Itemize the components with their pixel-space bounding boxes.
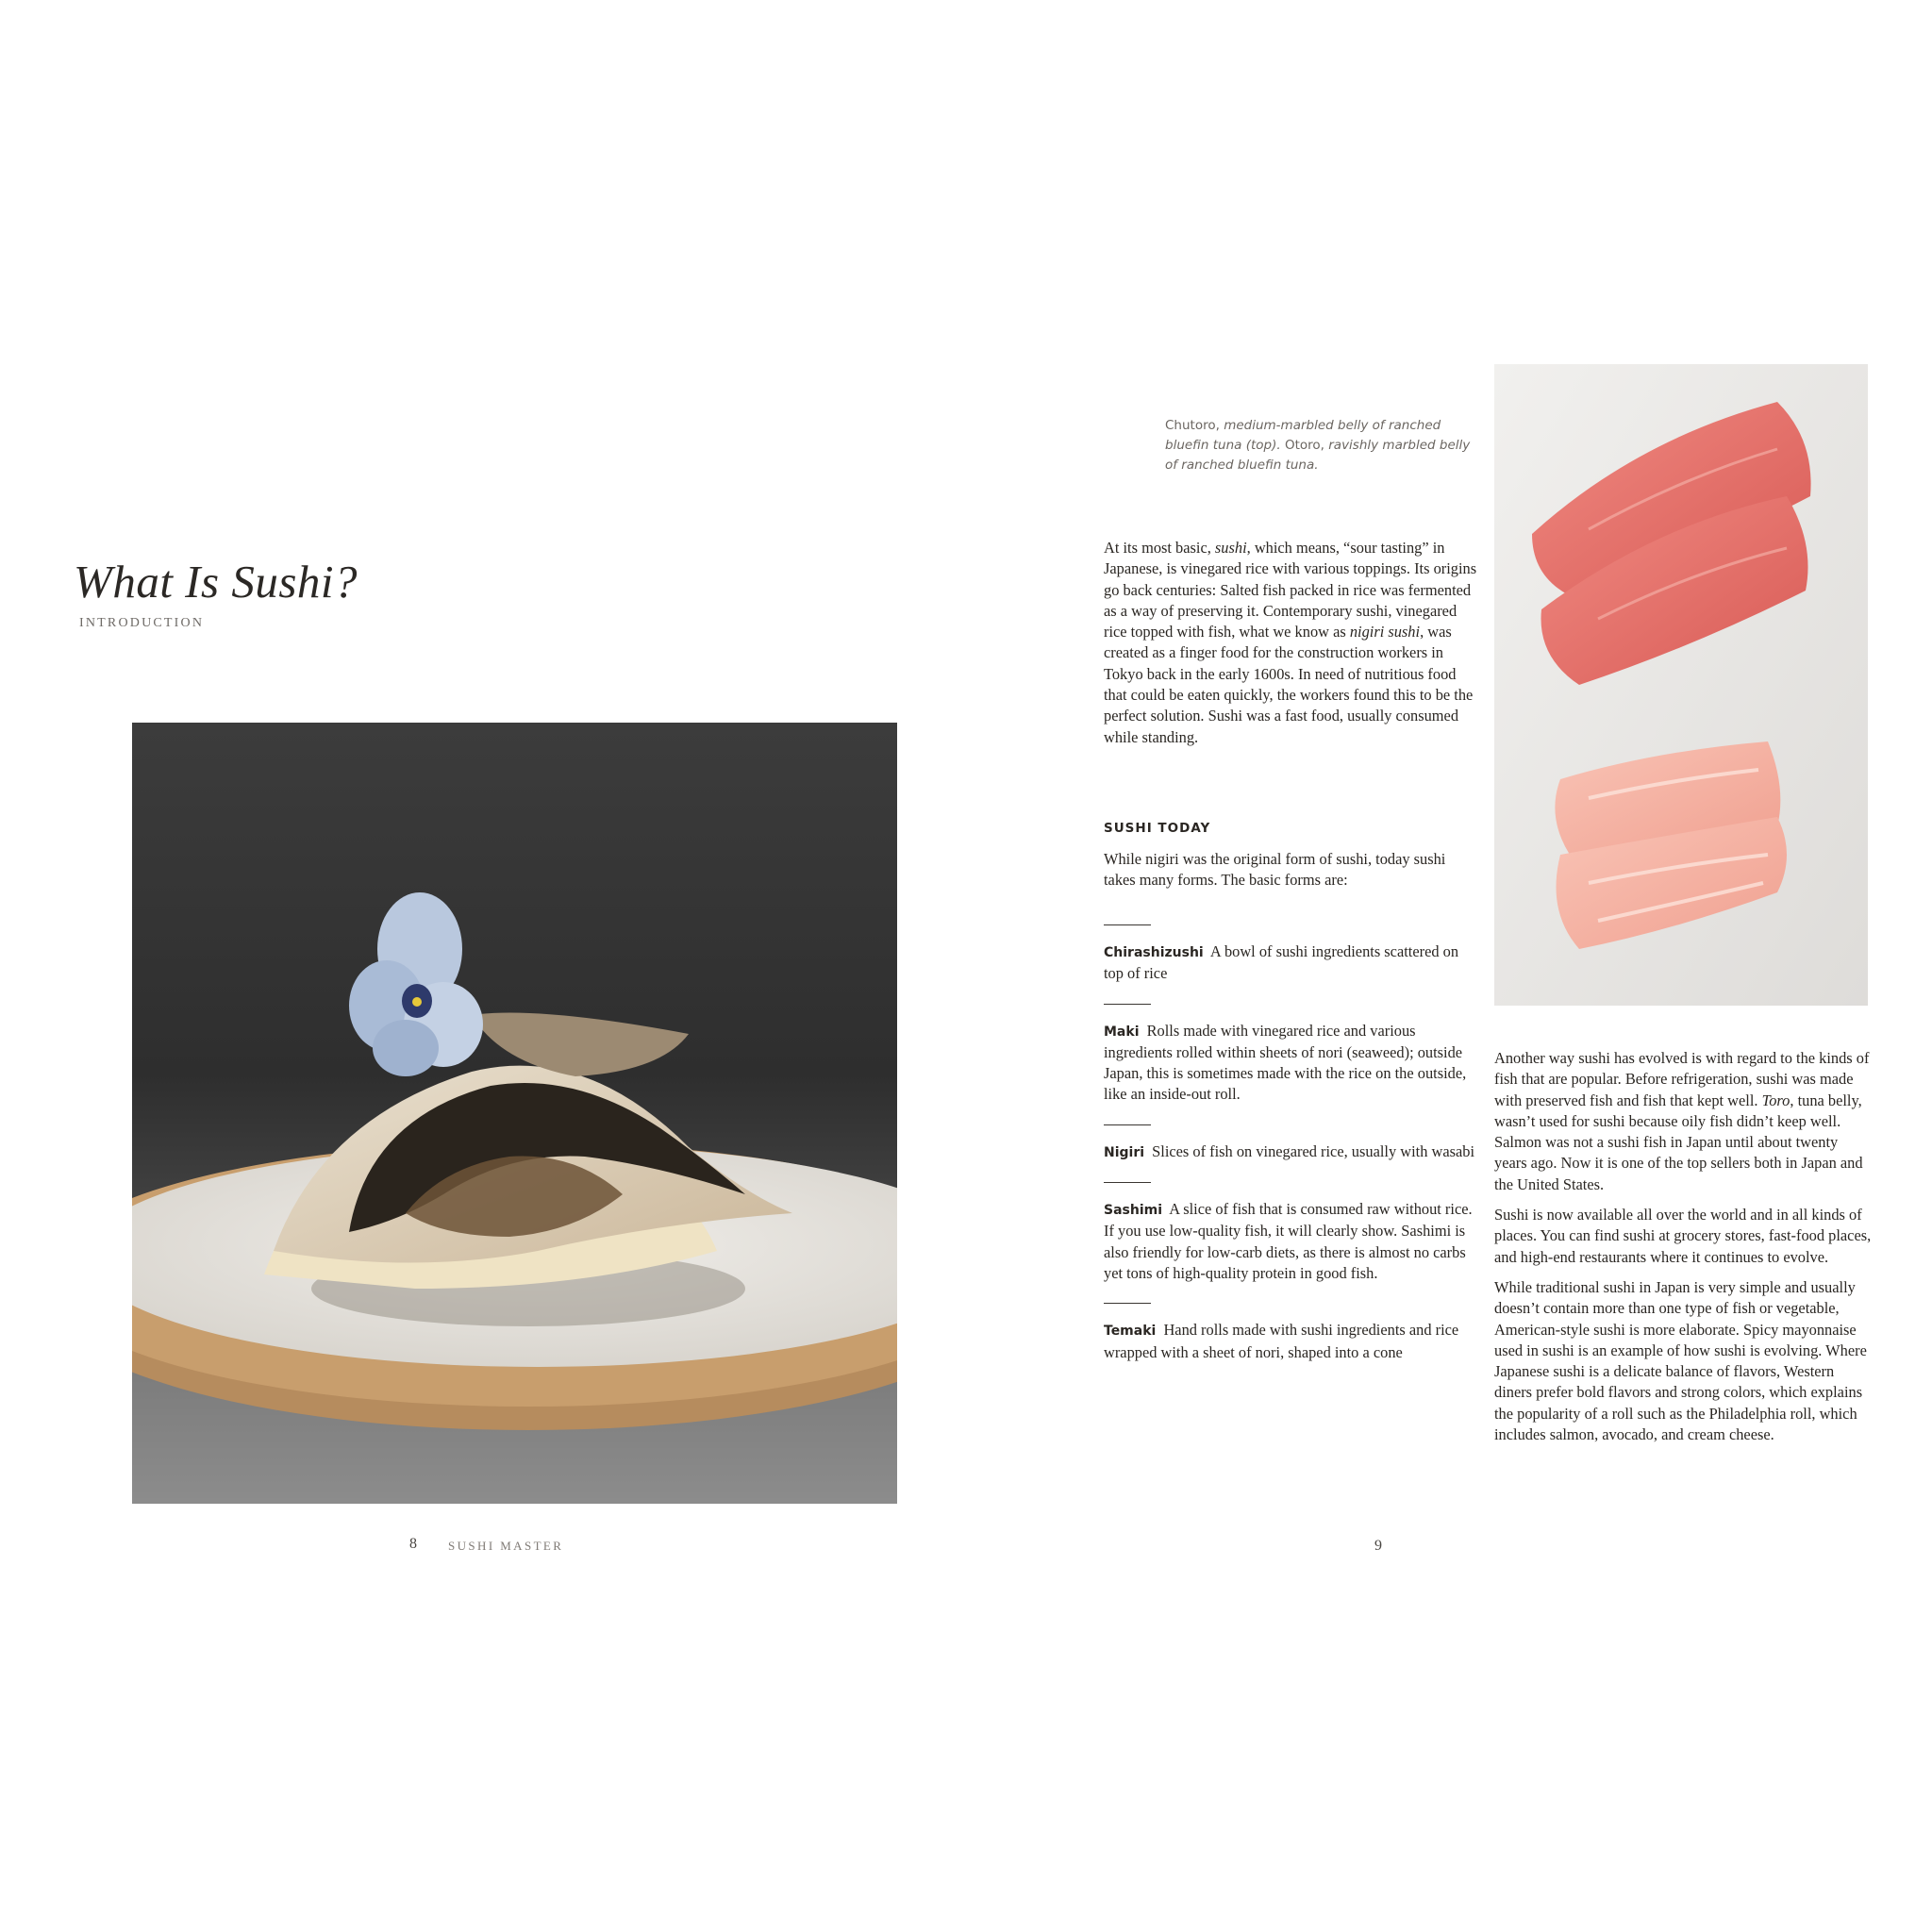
sushi-forms-list bbox=[1104, 906, 1481, 1363]
photo-caption bbox=[1165, 416, 1476, 475]
term-definition: A bowl of sushi ingredients scattered on top of rice bbox=[1104, 942, 1459, 983]
paragraph-american-style: While traditional sushi in Japan is very simple and usually doesn’t contain more than one type of fish or vegetable, American-style sushi is more elaborate. Spicy mayonnaise used in sushi is an example of how sushi is evolving. Where Japanese sushi is a delicate balance of flavors, Western diners prefer bold flavors and strong colors, which explains the popularity of a roll such as the Philadelphia roll, which includes salmon, avocado, and cream cheese. bbox=[1494, 1277, 1867, 1444]
page-number-right: 9 bbox=[1374, 1538, 1382, 1554]
page-number-left: 8 bbox=[409, 1536, 417, 1552]
caption-text-1: medium-marbled belly of ranched bluefin tuna (top). bbox=[1165, 418, 1441, 453]
term-label: Temaki bbox=[1104, 1324, 1157, 1340]
list-item-maki bbox=[1104, 996, 1481, 1106]
list-item-temaki bbox=[1104, 1295, 1481, 1363]
right-column-text bbox=[1494, 1048, 1872, 1455]
term-definition: Slices of fish on vinegared rice, usually with wasabi bbox=[1152, 1141, 1474, 1160]
term-label: Nigiri bbox=[1104, 1144, 1145, 1160]
term-label: Maki bbox=[1104, 1024, 1140, 1040]
term-label: Sashimi bbox=[1104, 1203, 1163, 1219]
nigiri-photo bbox=[132, 723, 897, 1504]
term-definition: Hand rolls made with sushi ingredients and rice wrapped with a sheet of nori, shaped into a cone bbox=[1104, 1321, 1459, 1361]
caption-text-2: ravishly marbled belly of ranched bluefin tuna. bbox=[1165, 438, 1471, 473]
section-subtitle: INTRODUCTION bbox=[79, 616, 205, 630]
term-definition: A slice of fish that is consumed raw without rice. If you use low-quality fish, it will clearly show. Sashimi is also friendly for low-carb diets, as there is almost no carbs yet tons of high-quality protein in good fish. bbox=[1104, 1200, 1473, 1282]
page-title: What Is Sushi? bbox=[74, 556, 358, 608]
paragraph-fish-evolution: Another way sushi has evolved is with regard to the kinds of fish that are popular. Before refrigeration, sushi was made with preserved fish and fish that kept well. Toro, tuna belly, wasn’t used for sushi because oily fish didn’t keep well. Salmon was not a sushi fish in Japan until about twenty years ago. Now it is one of the top sellers both in Japan and the United States. bbox=[1494, 1049, 1870, 1193]
caption-term-chutoro: Chutoro, bbox=[1165, 418, 1220, 433]
term-definition: Rolls made with vinegared rice and various ingredients rolled within sheets of nori (seaweed); outside Japan, this is sometimes made with the rice on the outside, like an inside-out roll. bbox=[1104, 1021, 1467, 1104]
section-intro: While nigiri was the original form of sushi, today sushi takes many forms. The basic forms are: bbox=[1104, 850, 1446, 890]
paragraph-availability: Sushi is now available all over the world and in all kinds of places. You can find sushi at grocery stores, fast-food places, and high-end restaurants where it continues to evolve. bbox=[1494, 1206, 1872, 1266]
tuna-photo bbox=[1494, 364, 1868, 1006]
list-item-chirashizushi bbox=[1104, 917, 1481, 985]
intro-paragraph: At its most basic, sushi, which means, “sour tasting” in Japanese, is vinegared rice with various toppings. Its origins go back centuries: Salted fish packed in rice was fermented as a way of preserving it. Contemporary sushi, vinegared rice topped with fish, what we know as nigiri sushi, was created as a finger food for the construction workers in Tokyo back in the early 1600s. In need of nutritious food that could be eaten quickly, the workers found this to be the perfect solution. Sushi was a fast food, usually consumed while standing. bbox=[1104, 539, 1477, 746]
section-heading: SUSHI TODAY bbox=[1104, 821, 1211, 836]
list-item-sashimi bbox=[1104, 1174, 1481, 1284]
term-label: Chirashizushi bbox=[1104, 945, 1204, 960]
list-item-nigiri bbox=[1104, 1117, 1481, 1163]
running-head: SUSHI MASTER bbox=[448, 1539, 564, 1553]
caption-term-otoro: Otoro, bbox=[1280, 438, 1324, 453]
